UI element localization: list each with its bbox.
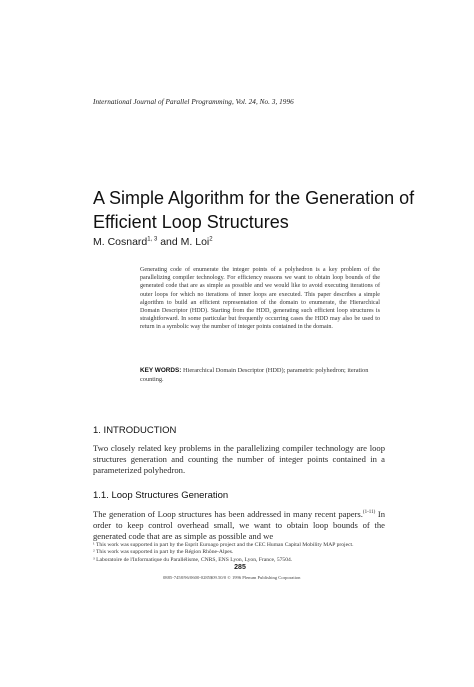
subsection-body (93, 507, 385, 542)
footnote: ² This work was supported in part by the Région Rhône-Alpes. (93, 549, 234, 556)
keywords-text: Hierarchical Domain Descriptor (HDD); parametric polyhedron; iteration counting. (140, 367, 369, 383)
author-affiliation-mark: 1, 3 (147, 236, 158, 243)
footnotes (93, 542, 385, 564)
journal-citation: International Journal of Parallel Programming, Vol. 24, No. 3, 1996 (93, 98, 294, 106)
abstract: Generating code of enumerate the integer points of a polyhedron is a key problem of the parallelizing compiler technology. For efficiency reasons we want to obtain loop bounds of the generated code that are as simple as possible and we would like to avoid executing iterations of outer loops for which no iterations of inner loops are executed. This paper describes a simple algorithm to build an efficient representation of the domain to enumerate, the Hierarchical Domain Descriptor (HDD). Starting from the HDD, generating such efficient loop structures is straightforward. In some particular but frequently occurring cases the HDD may also be used to return in a symbolic way the number of integer points contained in the domain. (140, 267, 380, 331)
section-body: Two closely related key problems in the parallelizing compiler technology are loop structures generation and counting the number of integer points contained in a parameterized polyhedron. (93, 443, 385, 476)
author-affiliation-mark: 2 (209, 236, 213, 243)
body-text: The generation of Loop structures has been addressed in many recent papers. (93, 508, 363, 519)
keywords-label: KEY WORDS: (140, 367, 182, 374)
footnote: ¹ This work was supported in part by the Esprit Euroago project and the CEC Human Capital Mobility MAP project. (93, 542, 354, 548)
author-name: M. Cosnard (93, 236, 148, 248)
subsection-heading: 1.1. Loop Structures Generation (93, 490, 229, 501)
section-heading: 1. INTRODUCTION (93, 425, 177, 436)
page-number: 285 (234, 564, 246, 571)
paper-title: A Simple Algorithm for the Generation of Efficient Loop Structures (93, 188, 415, 232)
body-text: In order to keep control overhead small, we want to obtain loop bounds of the generated code that are as simple as possible and we (93, 508, 385, 542)
copyright-line: 0885-7458/96/0600-0285$09.50/0 © 1996 Plenum Publishing Corporation (163, 575, 301, 580)
keywords (140, 367, 380, 384)
author-name: M. Loi (180, 236, 210, 248)
author-conjunction: and (160, 236, 178, 248)
citation-marker: (1-11) (362, 510, 376, 515)
author-line (93, 236, 213, 248)
footnote: ³ Laboratoire de l'Informatique du Parallélisme, CNRS, ENS Lyon, Lyon, France, 57504. (93, 556, 293, 563)
